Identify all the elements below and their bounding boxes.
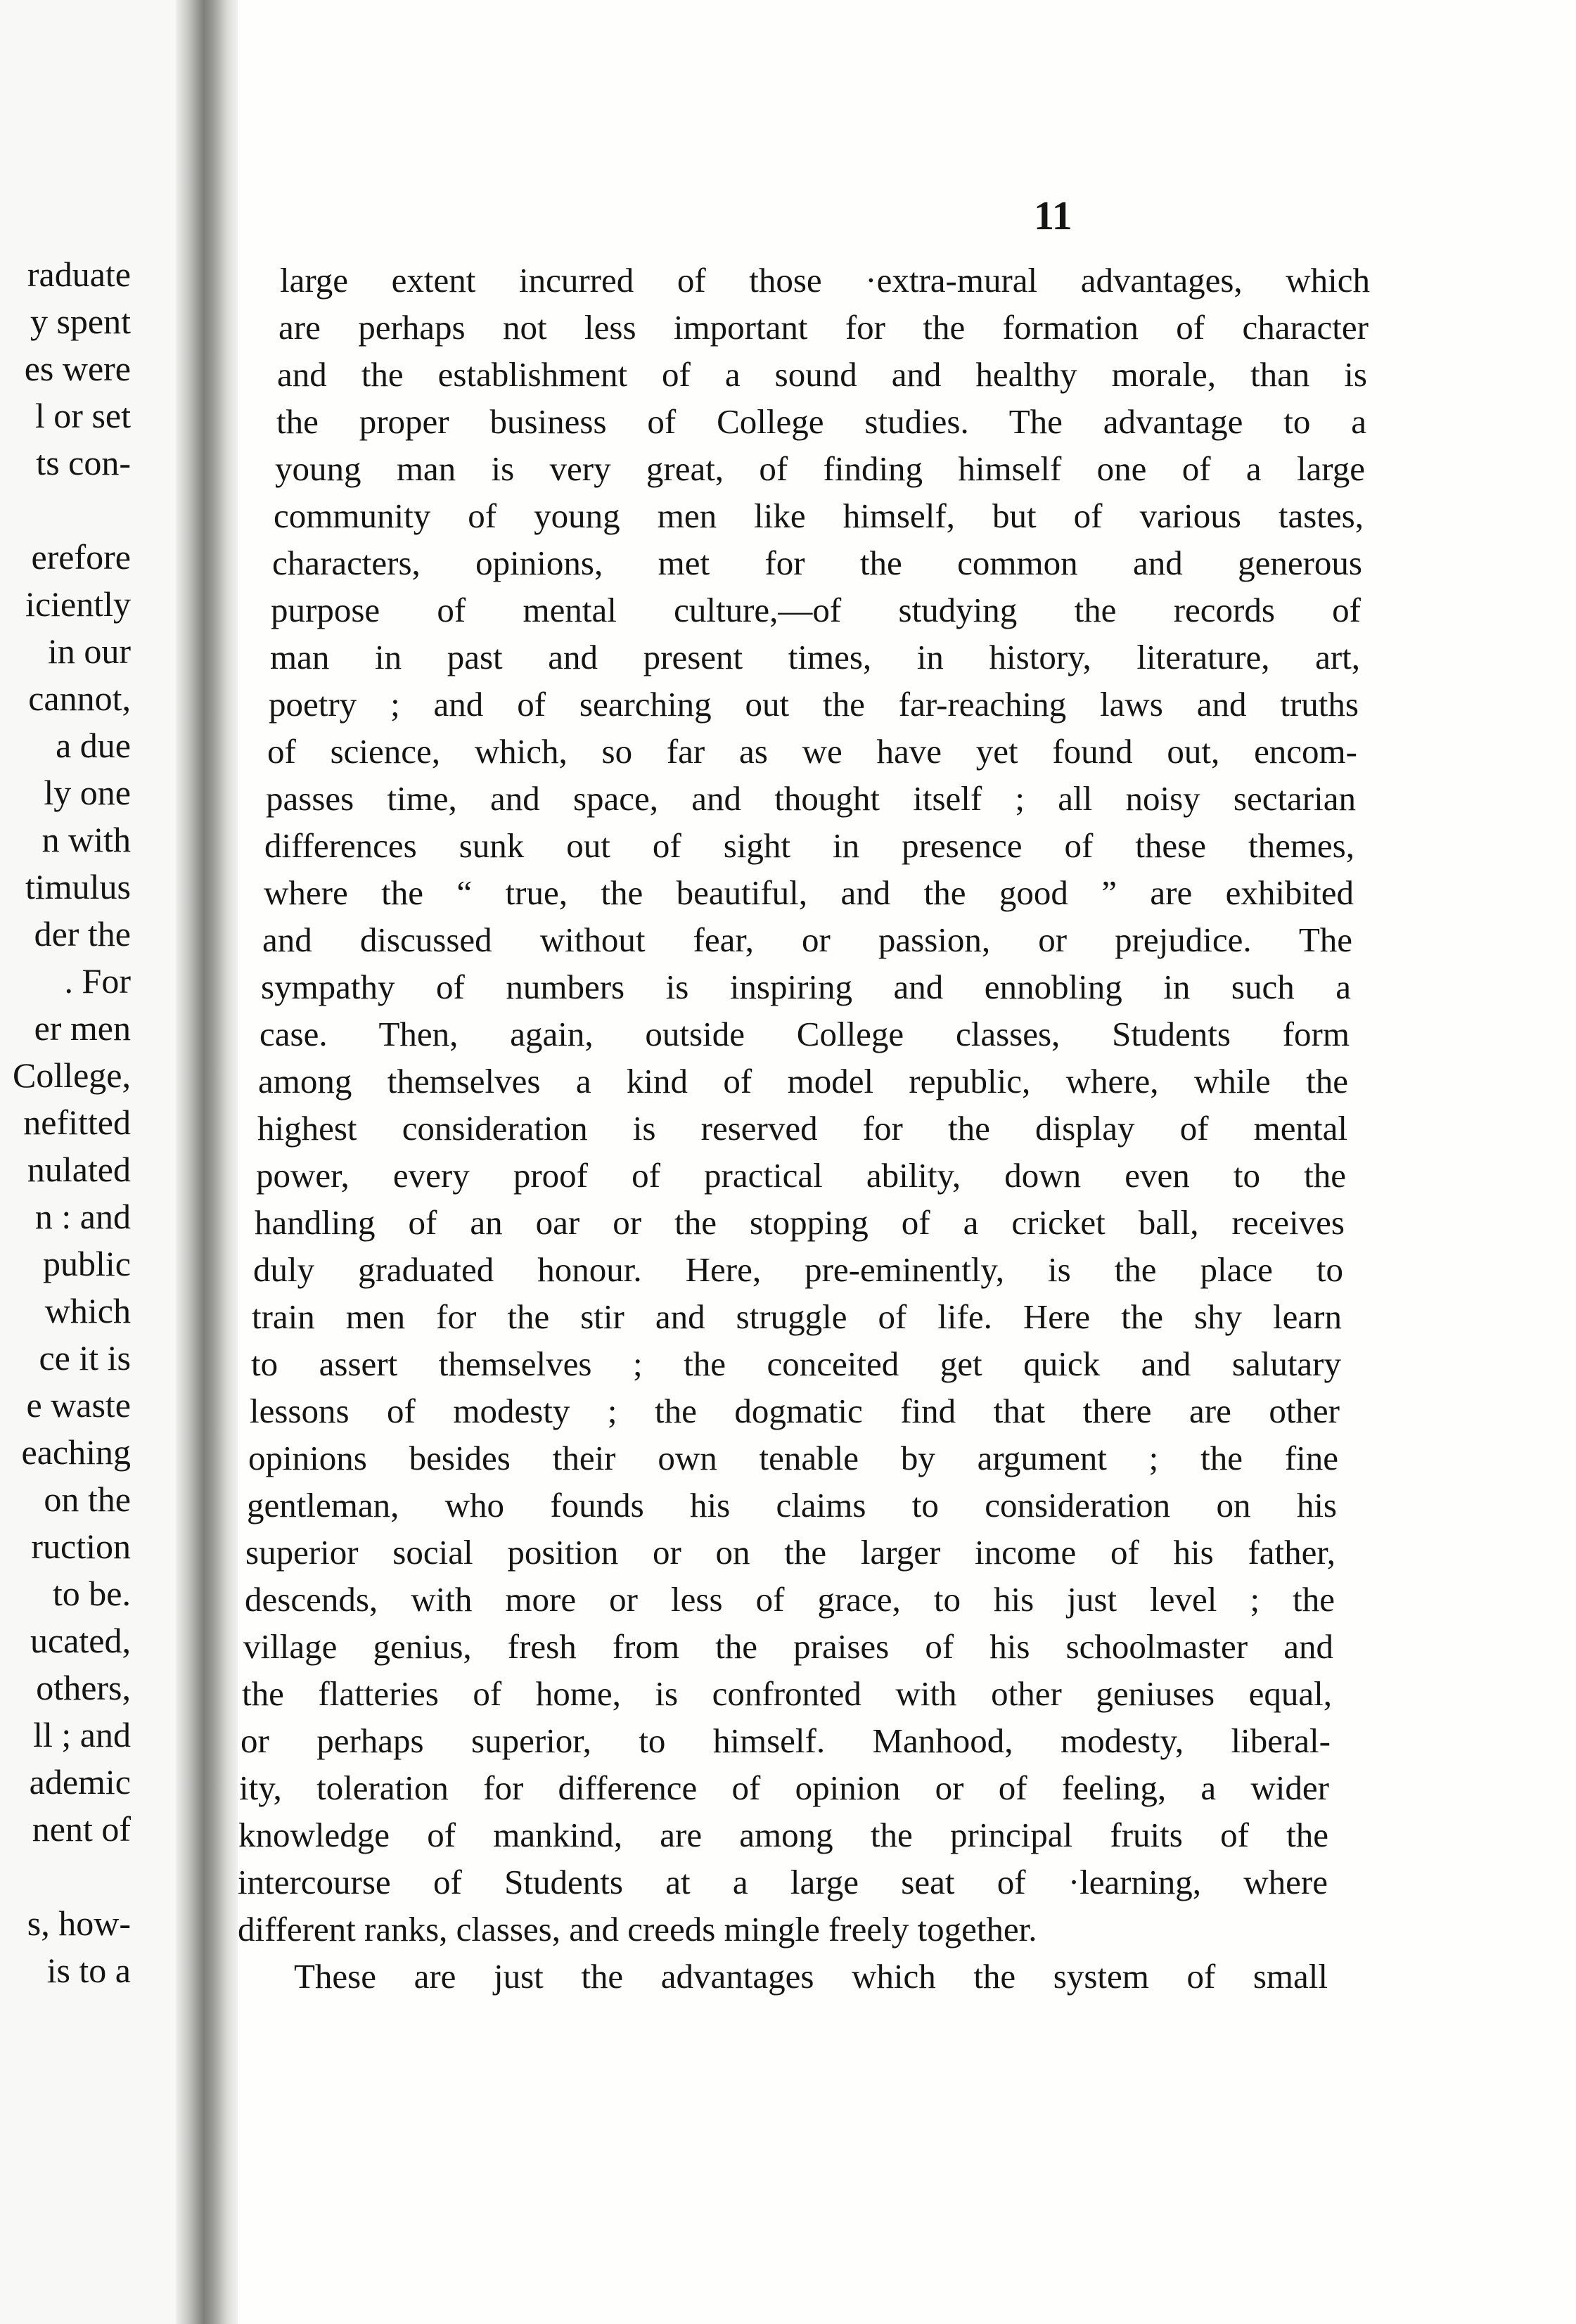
left-page-text-line: s, how-	[27, 1904, 131, 1943]
body-text-line: ity, toleration for difference of opinion or of feeling, a wider	[239, 1768, 1329, 1807]
body-text-line: opinions besides their own tenable by argument ; the fine	[248, 1439, 1338, 1477]
left-page-text-line: nulated	[27, 1150, 131, 1189]
body-text-line: poetry ; and of searching out the far-reaching laws and truths	[269, 685, 1359, 724]
left-page-text-line: ll ; and	[33, 1715, 131, 1754]
body-text-line: case. Then, again, outside College classes, Students form	[260, 1015, 1350, 1053]
body-text-line: highest consideration is reserved for the display of mental	[257, 1109, 1347, 1148]
body-text-line: where the “ true, the beautiful, and the good ” are exhibited	[264, 873, 1354, 912]
left-page-text-line: cannot,	[28, 679, 131, 718]
left-page-text-line: which	[44, 1291, 131, 1330]
left-page-text-line: er men	[34, 1008, 131, 1048]
body-text-line: and the establishment of a sound and healthy morale, than is	[277, 355, 1367, 394]
book-gutter-shadow	[176, 0, 238, 2324]
left-page-text-line: ademic	[29, 1762, 131, 1802]
body-text-line: man in past and present times, in history, literature, art,	[270, 638, 1360, 676]
left-page-text-line: es were	[24, 349, 131, 388]
left-page-text-line: ucated,	[30, 1621, 131, 1660]
left-page-text-line: der the	[34, 914, 131, 954]
left-page-text-line: erefore	[31, 537, 131, 577]
left-page-text-line: nent of	[32, 1809, 131, 1849]
body-text-line: the proper business of College studies. The advantage to a	[276, 402, 1366, 441]
left-page-text-line: College,	[12, 1055, 131, 1095]
body-text-line: or perhaps superior, to himself. Manhood, modesty, liberal-	[241, 1721, 1331, 1760]
left-page-text-line: is to a	[46, 1951, 131, 1990]
body-text-line: train men for the stir and struggle of life. Here the shy learn	[252, 1297, 1342, 1336]
body-text-line: different ranks, classes, and creeds mingle freely together.	[238, 1910, 1037, 1949]
left-page-text-line: nefitted	[23, 1103, 131, 1142]
left-page-text-line: timulus	[25, 867, 131, 906]
left-page-text-line: public	[43, 1244, 131, 1283]
body-text-line: superior social position or on the larger income of his father,	[245, 1533, 1335, 1572]
right-page	[238, 0, 1576, 2324]
left-page-text-line: ts con-	[36, 443, 131, 482]
body-text-line: among themselves a kind of model republic, where, while the	[258, 1062, 1348, 1100]
body-text-line: differences sunk out of sight in presence of these themes,	[264, 826, 1354, 865]
body-text-line: and discussed without fear, or passion, or prejudice. The	[262, 920, 1352, 959]
left-page-text-line: to be.	[52, 1574, 131, 1613]
left-page-text-line: ce it is	[39, 1338, 131, 1378]
body-text-line: gentleman, who founds his claims to consideration on his	[247, 1486, 1337, 1524]
left-page-text-line: n with	[41, 820, 131, 859]
left-page-text-line: in our	[47, 631, 131, 671]
left-page-text-line: on the	[44, 1479, 131, 1519]
body-text-line: intercourse of Students at a large seat of ·learning, where	[238, 1863, 1328, 1901]
page-number: 11	[1034, 193, 1072, 238]
left-page-text-line: y spent	[30, 302, 131, 341]
body-text-line: village genius, fresh from the praises of his schoolmaster and	[243, 1627, 1333, 1666]
body-text-line: passes time, and space, and thought itself ; all noisy sectarian	[266, 779, 1356, 818]
left-page-fragment	[0, 0, 176, 2324]
body-text-line: purpose of mental culture,—of studying the records of	[271, 591, 1361, 629]
left-page-text-line: raduate	[27, 255, 131, 294]
body-text-line: lessons of modesty ; the dogmatic find that there are other	[250, 1392, 1340, 1430]
body-text-line: large extent incurred of those ·extra-mural advantages, which	[280, 261, 1370, 300]
body-text-line: are perhaps not less important for the formation of character	[278, 308, 1369, 347]
body-text-line: to assert themselves ; the conceited get quick and salutary	[251, 1344, 1341, 1383]
left-page-text-line: e waste	[26, 1385, 131, 1425]
body-text-line: of science, which, so far as we have yet found out, encom-	[267, 732, 1357, 771]
left-page-text-line: eaching	[21, 1432, 131, 1472]
body-text-line: young man is very great, of finding himself one of a large	[275, 449, 1365, 488]
left-page-text-line: ly one	[44, 773, 131, 812]
left-page-text-line: n : and	[34, 1197, 131, 1236]
body-text-line: the flatteries of home, is confronted with other geniuses equal,	[242, 1674, 1332, 1713]
body-text-line: knowledge of mankind, are among the principal fruits of the	[238, 1816, 1328, 1854]
body-text-line: community of young men like himself, but of various tastes,	[274, 496, 1364, 535]
body-text-line: duly graduated honour. Here, pre-eminently, is the place to	[253, 1250, 1343, 1289]
body-text-line: characters, opinions, met for the common and generous	[272, 544, 1362, 582]
left-page-text-line: iciently	[25, 584, 131, 624]
body-text-line: handling of an oar or the stopping of a cricket ball, receives	[255, 1203, 1345, 1242]
body-text-line: descends, with more or less of grace, to his just level ; the	[245, 1580, 1335, 1619]
body-text-line: power, every proof of practical ability, down even to the	[256, 1156, 1346, 1195]
left-page-text-line: a due	[56, 726, 131, 765]
body-text-line: These are just the advantages which the system of small	[294, 1957, 1328, 1996]
left-page-text-line: . For	[64, 961, 131, 1001]
left-page-text-line: others,	[36, 1668, 131, 1707]
left-page-text-line: l or set	[34, 396, 131, 435]
left-page-text-line: ruction	[31, 1527, 131, 1566]
body-text-line: sympathy of numbers is inspiring and ennobling in such a	[261, 968, 1351, 1006]
